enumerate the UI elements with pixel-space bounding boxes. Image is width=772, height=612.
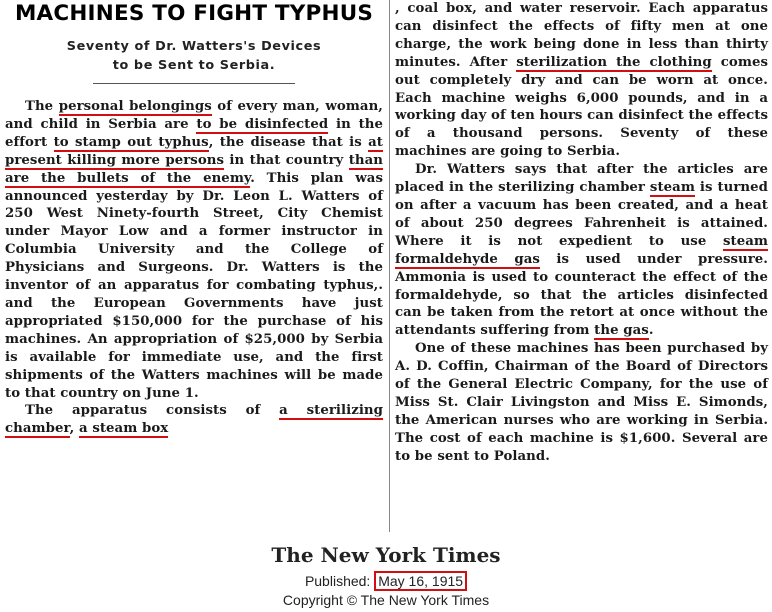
article-clipping bbox=[5, 0, 768, 541]
text-run: The bbox=[25, 99, 59, 114]
text-run: in that country bbox=[224, 152, 349, 168]
published-date: May 16, 1915 bbox=[374, 571, 467, 591]
text-run: of every man, woman, and child in Serbia are bbox=[5, 99, 383, 132]
highlight-underline: a sterilizing chamber bbox=[5, 403, 383, 437]
paragraph-2 bbox=[5, 402, 383, 438]
highlight-underline: the gas bbox=[594, 323, 649, 339]
paragraph-4: One of these machines has been purchased by A. D. Coffin, Chairman of the Board of Directors of the General Electric Company, for the use of Miss St. Clair Livingston and Miss E. Simonds, the American nurses who are working in Serbia. The cost of each machine is $1,600. Several are to be sent to Poland. bbox=[395, 341, 768, 464]
published-label: Published: bbox=[304, 573, 375, 589]
text-run: , coal box, and water reservoir. Each apparatus can disinfect the effects of fifty men at one charge, the work being done in less than thirty minutes. After bbox=[395, 1, 768, 70]
column-left bbox=[5, 0, 383, 438]
copyright: Copyright © The New York Times bbox=[282, 592, 490, 608]
nyt-masthead-logo: The New York Times bbox=[271, 543, 501, 567]
deck-line-1: Seventy of Dr. Watters's Devices bbox=[66, 39, 322, 54]
body-text-left bbox=[5, 98, 383, 438]
column-right bbox=[395, 0, 768, 466]
published-line bbox=[0, 571, 772, 591]
text-run: , the disease that is bbox=[208, 134, 369, 150]
paragraph-2-continued bbox=[395, 0, 768, 161]
highlight-underline: steam formaldehyde gas bbox=[395, 233, 768, 267]
text-run: The apparatus consists of bbox=[25, 403, 280, 419]
highlight-underline: a steam box bbox=[78, 421, 169, 437]
text-run: Dr. Watters says that after the articles are placed in the sterilizing chamber bbox=[395, 162, 768, 196]
paragraph-3 bbox=[395, 161, 768, 340]
highlight-underline: than are the bullets of the enemy bbox=[5, 152, 383, 186]
text-run: comes out completely dry and can be worn at once. Each machine weighs 6,000 pounds, and in a working day of ten hours can disinfect the effects of a thousand persons. Seventy of these machines are going to Serbia. bbox=[395, 54, 768, 160]
deck-rule bbox=[93, 83, 295, 84]
text-run: is used under pressure. Ammonia is used to counteract the effect of the formaldehyde, so that the articles disinfected can be taken from the retort at once without the attendants suffering from bbox=[395, 251, 768, 339]
headline: MACHINES TO FIGHT TYPHUS bbox=[14, 1, 374, 26]
paragraph-1 bbox=[5, 98, 383, 402]
column-divider bbox=[389, 0, 390, 532]
text-run: in the effort bbox=[5, 116, 383, 150]
highlight-underline: to stamp out typhus bbox=[53, 134, 209, 150]
highlight-underline: personal belongings bbox=[58, 99, 212, 114]
body-text-right bbox=[395, 0, 768, 466]
text-run: . bbox=[648, 323, 654, 339]
footer bbox=[0, 543, 772, 609]
highlight-underline: sterilization the clothing bbox=[516, 54, 712, 70]
deck-line-2: to be Sent to Serbia. bbox=[112, 58, 276, 73]
highlight-underline: at present killing more persons bbox=[5, 134, 383, 168]
text-run: . This plan was announced yesterday by Dr. Leon L. Watters of 250 West Ninety-fourth Street, City Chemist under Mayor Low and a former instructor in Columbia University and the College of Physicians and Surgeons. Dr. Watters is the inventor of an apparatus for combating typhus,. and the European Governments have just appropriated $150,000 for the purchase of his machines. An appropriation of $25,000 by Serbia is available for immediate use, and the first shipments of the Watters machines will be made to that country on June 1. bbox=[5, 170, 383, 401]
highlight-underline: to be disinfected bbox=[196, 116, 329, 132]
text-run: is turned on after a vacuum has been created, and a heat of about 250 degrees Fahrenheit is attained. Where it is not expedient to use bbox=[395, 180, 768, 249]
highlight-underline: steam bbox=[649, 180, 695, 196]
text-run: , bbox=[69, 421, 79, 437]
deck bbox=[5, 37, 383, 75]
